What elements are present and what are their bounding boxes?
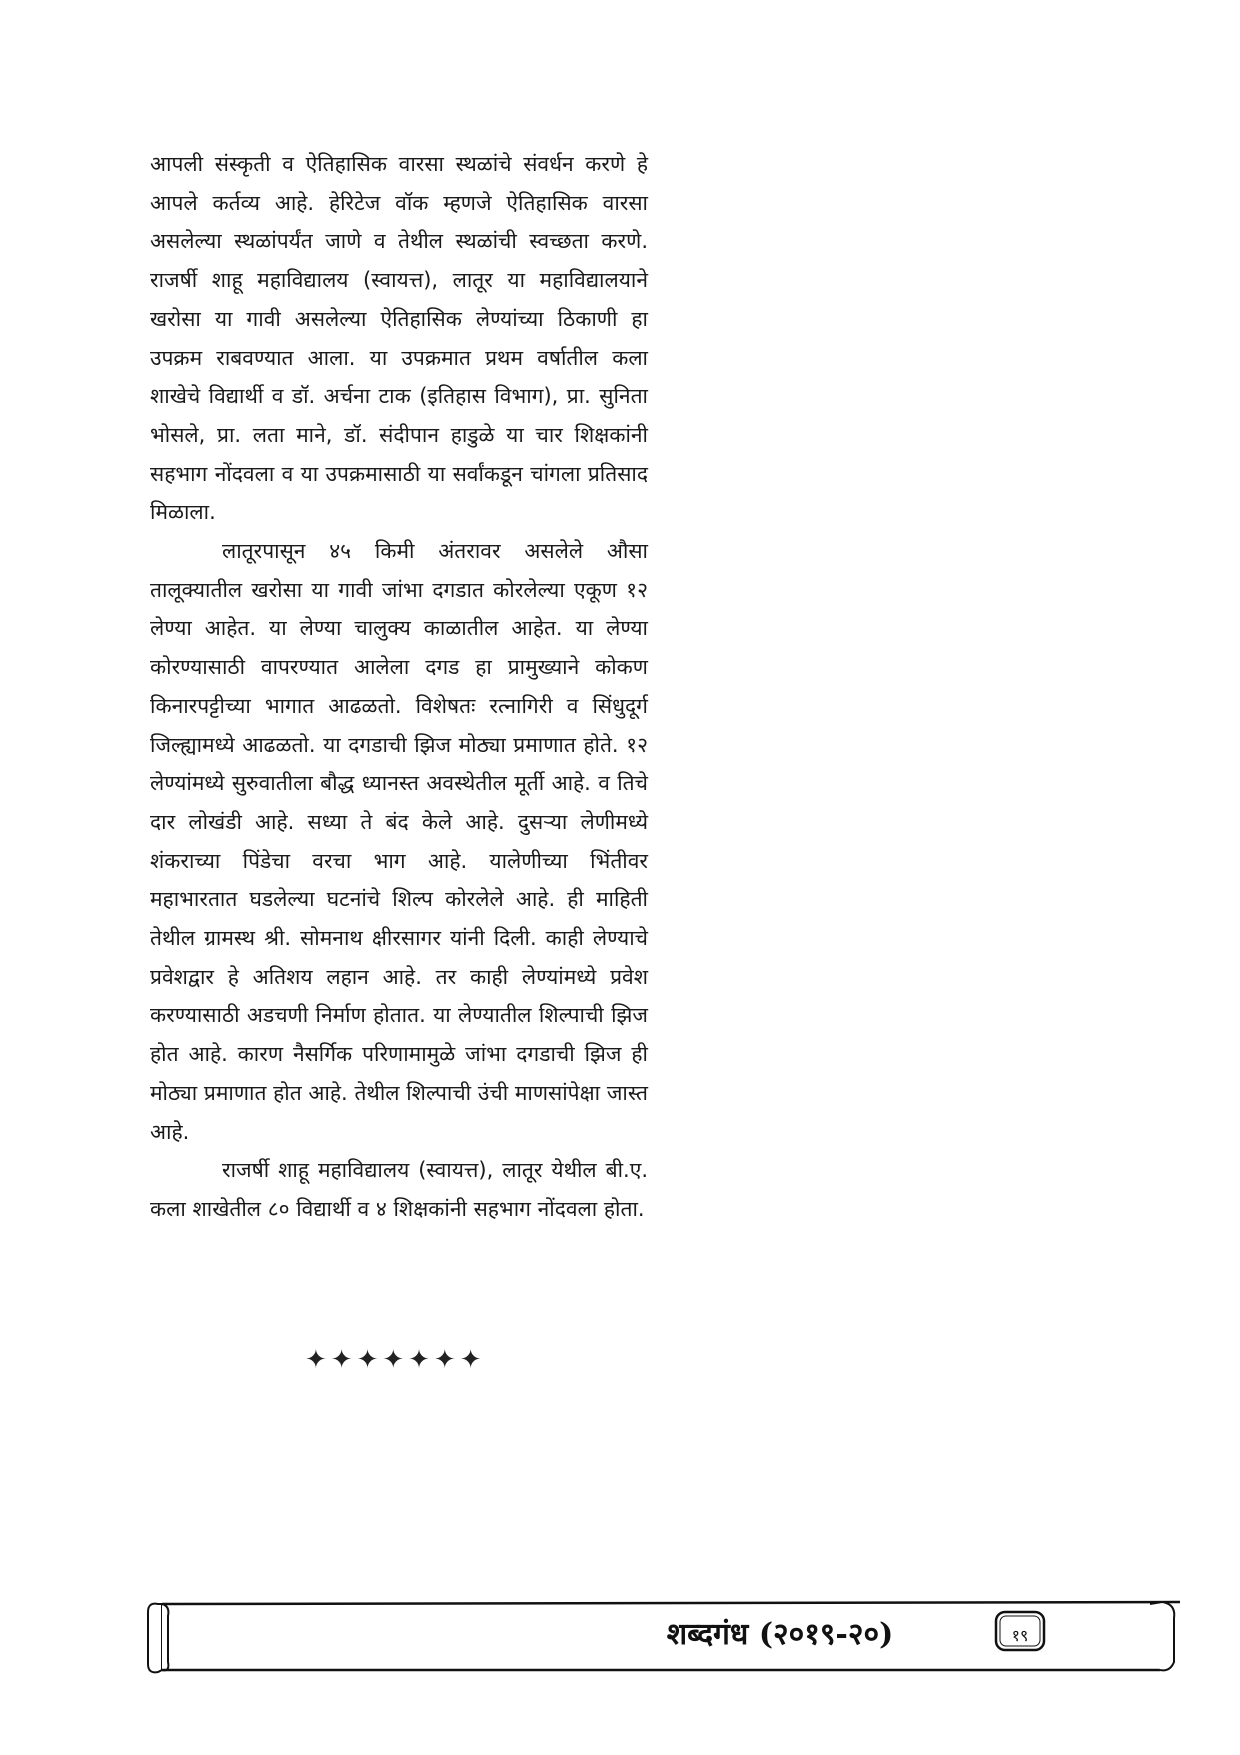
page-number: १९	[1011, 1626, 1029, 1645]
paragraph-participation: राजर्षी शाहू महाविद्यालय (स्वायत्त), लातूर येथील बी.ए. कला शाखेतील ८० विद्यार्थी व ४ शिक्षकांनी सहभाग नोंदवला होता.	[150, 1158, 648, 1221]
publication-title: शब्दगंध (२०१९-२०)	[666, 1617, 894, 1652]
paragraph-intro: आपली संस्कृती व ऐतिहासिक वारसा स्थळांचे संवर्धन करणे हे आपले कर्तव्य आहे. हेरिटेज वॉक म्हणजे ऐतिहासिक वारसा असलेल्या स्थळांपर्यंत जाणे व तेथील स्थळांची स्वच्छता करणे. राजर्षी शाहू महाविद्यालय (स्वायत्त), लातूर या महाविद्यालयाने खरोसा या गावी असलेल्या ऐतिहासिक लेण्यांच्या ठिकाणी हा उपक्रम राबवण्यात आला. या उपक्रमात प्रथम वर्षातील कला शाखेचे विद्यार्थी व डॉ. अर्चना टाक (इतिहास विभाग), प्रा. सुनिता भोसले, प्रा. लता माने, डॉ. संदीपान हाडुळे या चार शिक्षकांनी सहभाग नोंदवला व या उपक्रमासाठी या सर्वांकडून चांगला प्रतिसाद मिळाला.	[150, 152, 648, 525]
article-body	[150, 145, 648, 1229]
section-end-ornament: ✦✦✦✦✦✦✦	[305, 1345, 486, 1375]
paragraph-kharosa-caves: लातूरपासून ४५ किमी अंतरावर असलेले औसा तालूक्यातील खरोसा या गावी जांभा दगडात कोरलेल्या एकूण १२ लेण्या आहेत. या लेण्या चालुक्य काळातील आहेत. या लेण्या कोरण्यासाठी वापरण्यात आलेला दगड हा प्रामुख्याने कोकण किनारपट्टीच्या भागात आढळतो. विशेषतः रत्नागिरी व सिंधुदूर्ग जिल्ह्यामध्ये आढळतो. या दगडाची झिज मोठ्या प्रमाणात होते. १२ लेण्यांमध्ये सुरुवातीला बौद्ध ध्यानस्त अवस्थेतील मूर्ती आहे. व तिचे दार लोखंडी आहे. सध्या ते बंद केले आहे. दुसऱ्या लेणीमध्ये शंकराच्या पिंडेचा वरचा भाग आहे. यालेणीच्या भिंतीवर महाभारतात घडलेल्या घटनांचे शिल्प कोरलेले आहे. ही माहिती तेथील ग्रामस्थ श्री. सोमनाथ क्षीरसागर यांनी दिली. काही लेण्याचे प्रवेशद्वार हे अतिशय लहान आहे. तर काही लेण्यांमध्ये प्रवेश करण्यासाठी अडचणी निर्माण होतात. या लेण्यातील शिल्पाची झिज होत आहे. कारण नैसर्गिक परिणामामुळे जांभा दगडाची झिज ही मोठ्या प्रमाणात होत आहे. तेथील शिल्पाची उंची माणसांपेक्षा जास्त आहे.	[150, 539, 648, 1144]
page-footer	[140, 1600, 1180, 1680]
